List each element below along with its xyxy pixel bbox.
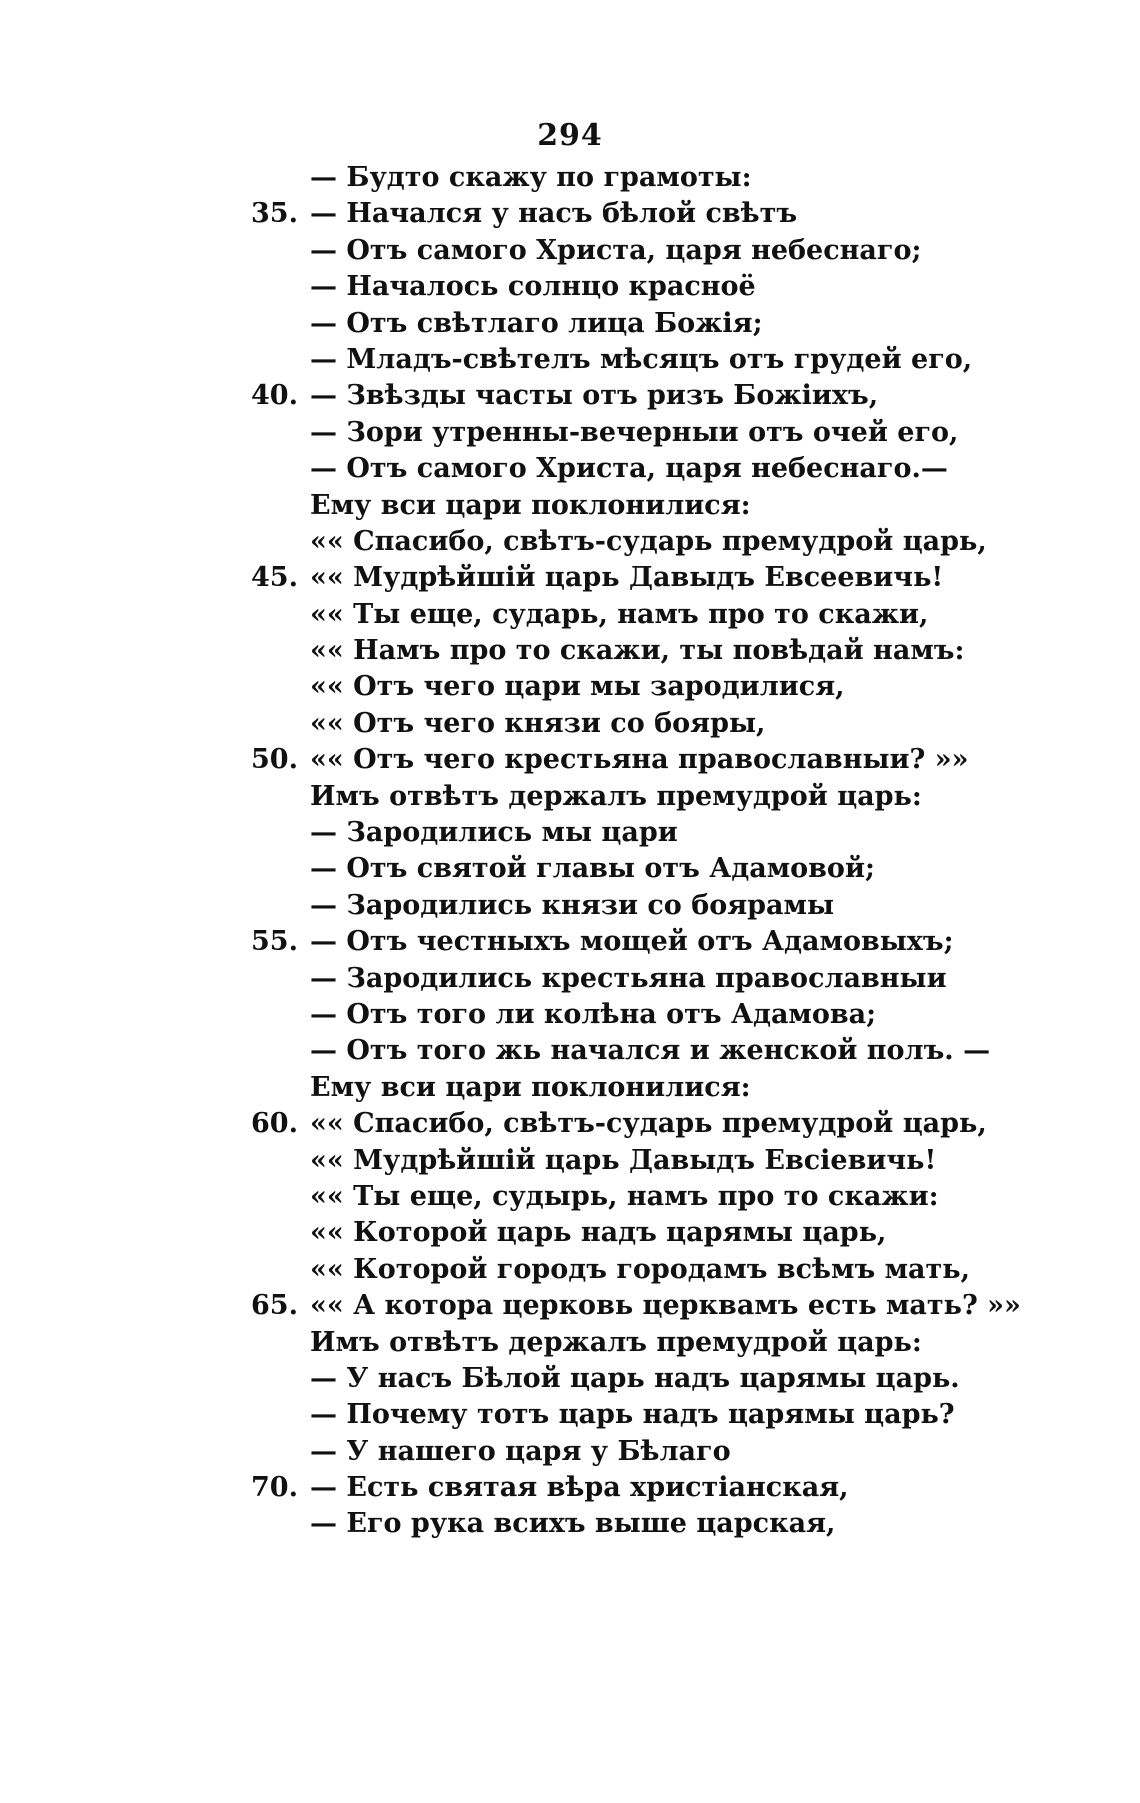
- line-text: «« А котора церковь церквамъ есть мать? »»: [310, 1290, 1021, 1322]
- line-text: Ему вси цари поклонилися:: [310, 489, 751, 521]
- line-number: 35.: [251, 198, 298, 230]
- line-text: — Отъ того ли колѣна отъ Адамова;: [310, 998, 877, 1030]
- line-text: «« Ты еще, сударь, намъ про то скажи,: [310, 598, 929, 630]
- line-text: «« Спасибо, свѣтъ-сударь премудрой царь,: [310, 1108, 987, 1140]
- verse-line: [0, 269, 1140, 305]
- verse-line: [0, 706, 1140, 742]
- line-number: 50.: [251, 744, 298, 776]
- line-text: — Начался у насъ бѣлой свѣтъ: [310, 198, 798, 230]
- line-text: — Зародились князи со боярамы: [310, 889, 835, 921]
- verse-line: [0, 1288, 1140, 1324]
- line-text: «« Ты еще, судырь, намъ про то скажи:: [310, 1180, 939, 1212]
- line-text: — Почему тотъ царь надъ царямы царь?: [310, 1399, 955, 1431]
- line-text: «« Мудрѣйшій царь Давыдъ Евсіевичь!: [310, 1144, 937, 1176]
- line-text: «« Намъ про то скажи, ты повѣдай намъ:: [310, 635, 965, 667]
- verse-line: [0, 415, 1140, 451]
- verse-line: [0, 342, 1140, 378]
- verse-line: [0, 488, 1140, 524]
- verse-line: [0, 451, 1140, 487]
- verse-line: [0, 1252, 1140, 1288]
- line-text: — Зародились мы цари: [310, 817, 678, 849]
- verse-line: [0, 560, 1140, 596]
- line-text: «« Которой царь надъ царямы царь,: [310, 1217, 887, 1249]
- line-text: — Будто скажу по грамоты:: [310, 162, 752, 193]
- verse-line: [0, 1506, 1140, 1542]
- verse-line: [0, 233, 1140, 269]
- line-text: — Отъ самого Христа, царя небеснаго;: [310, 234, 922, 266]
- verse-line: [0, 961, 1140, 997]
- line-number: 45.: [251, 562, 298, 594]
- line-text: «« Которой городъ городамъ всѣмъ мать,: [310, 1253, 970, 1285]
- line-text: — Зори утренны-вечерныи отъ очей его,: [310, 416, 959, 448]
- verse-line: [0, 196, 1140, 232]
- line-text: Ему вси цари поклонилися:: [310, 1071, 751, 1103]
- line-text: — Отъ честныхъ мощей отъ Адамовыхъ;: [310, 926, 954, 958]
- line-text: — У насъ Бѣлой царь надъ царямы царь.: [310, 1362, 960, 1394]
- verse-line: [0, 378, 1140, 414]
- verse-line: [0, 1361, 1140, 1397]
- verse-line: [0, 815, 1140, 851]
- verse-line: [0, 1033, 1140, 1069]
- line-text: — Отъ самого Христа, царя небеснаго.—: [310, 453, 948, 485]
- verse-line: [0, 1215, 1140, 1251]
- verse-line: [0, 597, 1140, 633]
- verse-line: [0, 1325, 1140, 1361]
- verse-line: [0, 997, 1140, 1033]
- verse-line: [0, 1143, 1140, 1179]
- verse-line: [0, 669, 1140, 705]
- line-text: «« Мудрѣйшій царь Давыдъ Евсеевичь!: [310, 562, 944, 594]
- verse-line: [0, 779, 1140, 815]
- line-number: 65.: [251, 1290, 298, 1322]
- line-text: Имъ отвѣтъ держалъ премудрой царь:: [310, 1326, 922, 1358]
- verse-line: [0, 1179, 1140, 1215]
- verse-line: [0, 742, 1140, 778]
- verse-line: [0, 851, 1140, 887]
- line-text: — Отъ того жь начался и женской полъ. —: [310, 1035, 991, 1067]
- verse-line: [0, 1434, 1140, 1470]
- verse-line: [0, 888, 1140, 924]
- verse-line: [0, 524, 1140, 560]
- line-text: — Отъ свѣтлаго лица Божія;: [310, 307, 763, 339]
- line-text: — Звѣзды часты отъ ризъ Божіихъ,: [310, 380, 879, 412]
- line-text: «« Отъ чего князи со бояры,: [310, 707, 766, 739]
- verse-line: [0, 924, 1140, 960]
- line-number: 60.: [251, 1108, 298, 1140]
- line-text: — Есть святая вѣра христіанская,: [310, 1472, 849, 1504]
- verse-line: [0, 1470, 1140, 1506]
- line-text: Имъ отвѣтъ держалъ премудрой царь:: [310, 780, 922, 812]
- line-text: — Его рука всихъ выше царская,: [310, 1508, 836, 1540]
- verse-line: [0, 1106, 1140, 1142]
- line-text: «« Отъ чего цари мы зародилися,: [310, 671, 845, 703]
- line-text: — Началось солнцо красноё: [310, 271, 756, 303]
- line-text: — Зародились крестьяна православныи: [310, 962, 947, 994]
- verse-line: [0, 160, 1140, 196]
- line-text: — Отъ святой главы отъ Адамовой;: [310, 853, 875, 885]
- line-text: «« Спасибо, свѣтъ-сударь премудрой царь,: [310, 525, 987, 557]
- verse-line: [0, 306, 1140, 342]
- line-text: «« Отъ чего крестьяна православныи? »»: [310, 744, 969, 776]
- line-number: 70.: [251, 1472, 298, 1504]
- verse-line: [0, 633, 1140, 669]
- line-number: 40.: [251, 380, 298, 412]
- verse-line: [0, 1070, 1140, 1106]
- page-number: 294: [537, 118, 603, 153]
- verse-text: [0, 160, 1140, 1543]
- verse-line: [0, 1397, 1140, 1433]
- line-text: — У нашего царя у Бѣлаго: [310, 1435, 731, 1467]
- line-number: 55.: [251, 926, 298, 958]
- line-text: — Младъ-свѣтелъ мѣсяцъ отъ грудей его,: [310, 343, 973, 375]
